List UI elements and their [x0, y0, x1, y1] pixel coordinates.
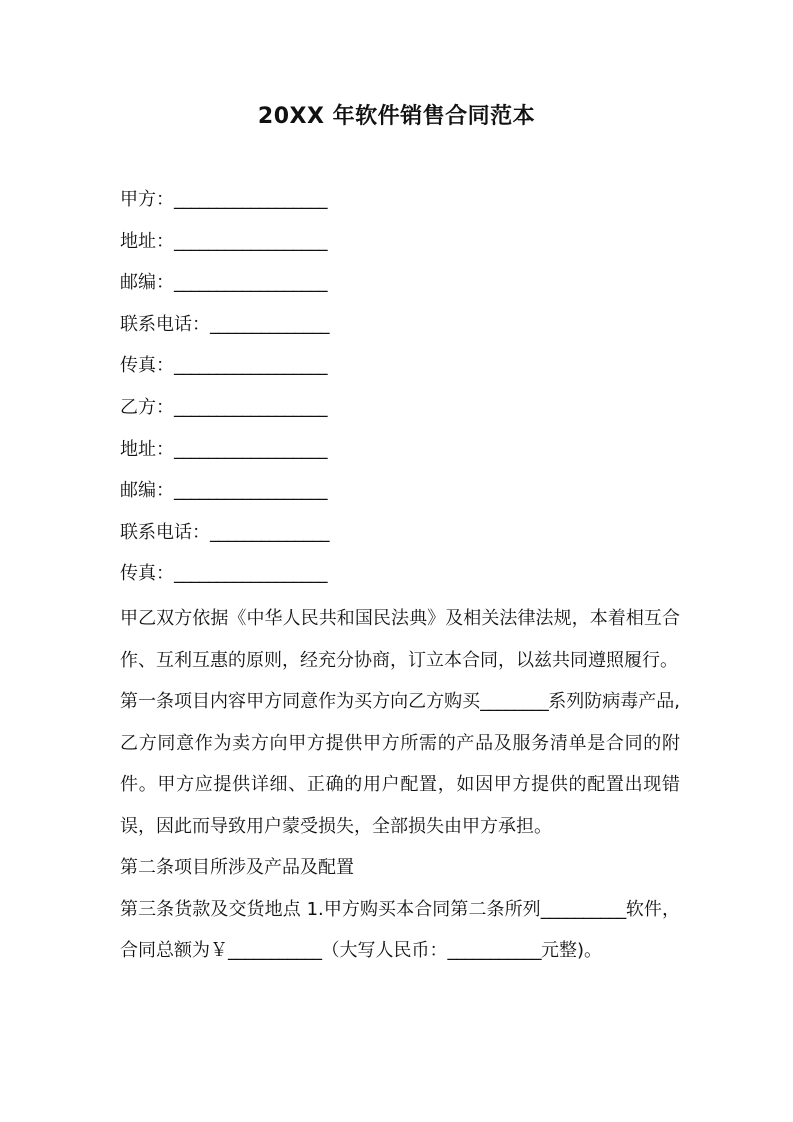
article-1-text-start: 第一条项目内容甲方同意作为买方向乙方购买 — [120, 691, 481, 712]
article-3-text-4: 元整)。 — [541, 940, 603, 961]
article-3-blank-2: ___________ — [228, 940, 322, 961]
field-blank: __________________ — [174, 438, 327, 460]
field-blank: __________________ — [174, 480, 327, 502]
article-3-text-2: 软件，合同总额为￥ — [120, 898, 680, 961]
field-label: 乙方： — [120, 396, 174, 418]
field-blank: __________________ — [174, 272, 327, 294]
contract-body — [120, 598, 680, 972]
field-label: 邮编： — [120, 480, 174, 502]
document-title: 20XX 年软件销售合同范本 — [257, 104, 536, 129]
field-label: 邮编： — [120, 272, 174, 294]
party-b-phone-field — [120, 518, 680, 560]
party-b-name-field — [120, 393, 680, 435]
party-a-fax-field — [120, 351, 680, 393]
article-1-paragraph — [120, 681, 680, 847]
field-label: 地址： — [120, 438, 174, 460]
article-1-text-end: 系列防病毒产品, 乙方同意作为卖方向甲方提供甲方所需的产品及服务清单是合同的附件。甲方应提供详细、正确的用户配置，如因甲方提供的配置出现错误，因此而导致用户蒙受损失，全部损失由甲方承担。 — [120, 691, 680, 837]
field-label: 甲方： — [120, 189, 174, 210]
party-b-fax-field — [120, 559, 680, 601]
article-3-text-3: （大写人民币： — [321, 940, 448, 961]
article-2-paragraph: 第二条项目所涉及产品及配置 — [120, 857, 354, 878]
field-label: 联系电话： — [120, 313, 210, 335]
field-blank: __________________ — [174, 230, 327, 252]
article-3-text-1: 第三条货款及交货地点 1.甲方购买本合同第二条所列 — [120, 898, 541, 920]
field-blank: __________________ — [174, 189, 327, 210]
field-blank: ______________ — [210, 521, 329, 543]
party-a-name-field — [120, 185, 680, 227]
field-blank: __________________ — [174, 396, 327, 418]
article-3-blank-1: __________ — [540, 898, 626, 920]
field-label: 地址： — [120, 230, 174, 252]
field-blank: __________________ — [174, 563, 327, 585]
party-a-phone-field — [120, 310, 680, 352]
field-label: 传真： — [120, 563, 174, 585]
article-3-blank-3: ___________ — [447, 940, 541, 961]
party-info-fields — [120, 185, 680, 601]
party-a-address-field — [120, 227, 680, 269]
field-label: 联系电话： — [120, 521, 210, 543]
article-3-paragraph — [120, 889, 680, 972]
field-blank: ______________ — [210, 313, 329, 335]
party-a-postcode-field — [120, 268, 680, 310]
article-1-blank: ________ — [480, 691, 549, 712]
field-label: 传真： — [120, 355, 174, 377]
field-blank: __________________ — [174, 355, 327, 377]
party-b-postcode-field — [120, 476, 680, 518]
preamble-paragraph: 甲乙双方依据《中华人民共和国民法典》及相关法律法规，本着相互合作、互利互惠的原则，经充分协商，订立本合同，以兹共同遵照履行。 — [120, 608, 680, 671]
party-b-address-field — [120, 435, 680, 477]
